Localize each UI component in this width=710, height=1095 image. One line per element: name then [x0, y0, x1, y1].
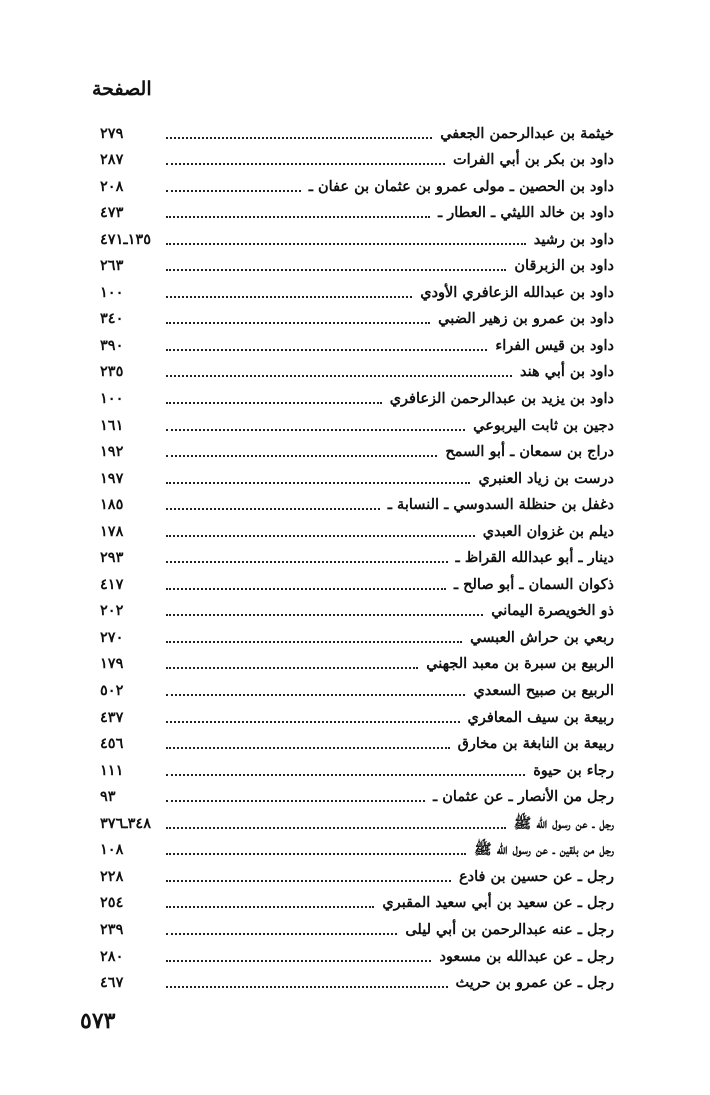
- index-entry: [100, 887, 614, 914]
- dot-leader: [166, 482, 470, 484]
- entry-page-number: ٢٩٣: [100, 549, 124, 567]
- entry-page-number: ٢٠٨: [100, 177, 124, 195]
- entry-page-number: ٢٧٠: [100, 628, 124, 646]
- dot-leader: [166, 190, 301, 192]
- entry-page-number: ٢٣٥: [100, 363, 124, 381]
- index-entry: [100, 303, 614, 330]
- entry-page-number: ٢٨٠: [100, 947, 124, 965]
- entry-name: الربيع بن سبرة بن معبد الجهني: [426, 655, 614, 673]
- index-entry: [100, 621, 614, 648]
- dot-leader: [166, 827, 506, 829]
- dot-leader: [166, 667, 418, 669]
- dot-leader: [166, 375, 512, 377]
- entry-name: دغفل بن حنظلة السدوسي ـ النسابة ـ: [387, 496, 614, 514]
- dot-leader: [166, 880, 451, 882]
- entry-name: رجل من بلقين ـ عن رسول الله ﷺ: [474, 841, 614, 859]
- entry-page-number: ١١١: [100, 761, 124, 779]
- entry-name: داود بن الزبرقان: [514, 257, 614, 275]
- entry-page-number: ١٠٠: [100, 283, 124, 301]
- entry-name: دراج بن سمعان ـ أبو السمح: [445, 443, 614, 461]
- index-entry: [100, 754, 614, 781]
- entry-page-number: ٢٠٢: [100, 602, 124, 620]
- dot-leader: [166, 614, 483, 616]
- dot-leader: [166, 986, 448, 988]
- entry-page-number: ١٧٨: [100, 522, 124, 540]
- dot-leader: [166, 349, 487, 351]
- entry-page-number: ١٩٧: [100, 469, 124, 487]
- dot-leader: [166, 933, 397, 935]
- entry-page-number: ٢٢٨: [100, 867, 124, 885]
- entry-page-number: ٤٦٧: [100, 974, 124, 992]
- index-entry: [100, 170, 614, 197]
- dot-leader: [166, 800, 425, 802]
- entry-name: داود بن بكر بن أبي الفرات: [453, 151, 614, 169]
- dot-leader: [166, 243, 526, 245]
- dot-leader: [166, 694, 465, 696]
- index-entry: [100, 223, 614, 250]
- entry-name: خيثمة بن عبدالرحمن الجعفي: [440, 124, 614, 142]
- page-column-header: الصفحة: [92, 78, 152, 100]
- entry-name: ذو الخويصرة اليماني: [491, 602, 614, 620]
- index-entry: [100, 648, 614, 675]
- index-entry: [100, 728, 614, 755]
- entry-page-number: ٤٥٦: [100, 735, 124, 753]
- index-entry: [100, 595, 614, 622]
- entry-page-number: ٢٦٣: [100, 257, 124, 275]
- index-entry: [100, 197, 614, 224]
- entry-page-number: ٤١٧: [100, 575, 124, 593]
- index-entry: [100, 276, 614, 303]
- index-entry: [100, 250, 614, 277]
- entry-name: رجاء بن حيوة: [533, 761, 614, 779]
- entry-page-number: ١٩٢: [100, 443, 124, 461]
- index-entry: [100, 117, 614, 144]
- entry-name: داود بن الحصين ـ مولى عمرو بن عثمان بن عفان ـ: [308, 177, 614, 195]
- entry-page-number: ١٨٥: [100, 496, 124, 514]
- entry-name: ذكوان السمان ـ أبو صالح ـ: [453, 575, 614, 593]
- dot-leader: [166, 960, 431, 962]
- dot-leader: [166, 429, 465, 431]
- dot-leader: [166, 322, 430, 324]
- entry-page-number: ٩٣: [100, 788, 116, 806]
- dot-leader: [166, 163, 445, 165]
- entry-page-number: ٢٥٤: [100, 894, 124, 912]
- entry-page-number: ٤٣٧: [100, 708, 124, 726]
- entry-name: رجل ـ عن حسين بن فادع: [459, 867, 614, 885]
- entry-name: رجل ـ عن عمرو بن حريث: [455, 974, 614, 992]
- dot-leader: [166, 296, 412, 298]
- dot-leader: [166, 721, 460, 723]
- entry-name: داود بن خالد الليثي ـ العطار ـ: [437, 204, 614, 222]
- index-entry: [100, 967, 614, 994]
- index-entry: [100, 409, 614, 436]
- dot-leader: [166, 402, 382, 404]
- entry-name: رجل ـ عن عبدالله بن مسعود: [439, 947, 614, 965]
- entry-page-number: ١٧٩: [100, 655, 124, 673]
- dot-leader: [166, 535, 475, 537]
- index-entry: [100, 807, 614, 834]
- entry-name: دينار ـ أبو عبدالله القراظ ـ: [455, 549, 614, 567]
- index-entry: [100, 489, 614, 516]
- entry-page-number: ٢٧٩: [100, 124, 124, 142]
- entry-page-number: ٣٤٠: [100, 310, 124, 328]
- index-entry: [100, 860, 614, 887]
- entry-name: رجل ـ عنه عبدالرحمن بن أبي ليلى: [405, 920, 614, 938]
- entry-name: الربيع بن صبيح السعدي: [473, 682, 614, 700]
- entry-page-number: ٤٧٣: [100, 204, 124, 222]
- entry-name: ديلم بن غزوان العبدي: [482, 522, 614, 540]
- index-entry: [100, 674, 614, 701]
- dot-leader: [166, 853, 466, 855]
- index-entry: [100, 834, 614, 861]
- entry-page-number: ١٣٥ـ٤٧١: [100, 230, 151, 248]
- entry-name: درست بن زياد العنبري: [478, 469, 614, 487]
- entry-page-number: ١٠٨: [100, 841, 124, 859]
- dot-leader: [166, 641, 462, 643]
- index-entry: [100, 781, 614, 808]
- entry-page-number: ٥٠٢: [100, 682, 124, 700]
- entry-name: داود بن يزيد بن عبدالرحمن الزعافري: [389, 390, 614, 408]
- dot-leader: [166, 137, 432, 139]
- dot-leader: [166, 774, 525, 776]
- dot-leader: [166, 561, 448, 563]
- index-entry: [100, 940, 614, 967]
- dot-leader: [166, 508, 380, 510]
- entry-name: ربيعة بن سيف المعافري: [467, 708, 614, 726]
- dot-leader: [166, 747, 450, 749]
- index-entries-list: [100, 117, 614, 993]
- entry-page-number: ١٦١: [100, 416, 124, 434]
- entry-name: رجل ـ عن سعيد بن أبي سعيد المقبري: [382, 894, 614, 912]
- entry-name: دجين بن ثابت اليربوعي: [473, 416, 614, 434]
- index-entry: [100, 913, 614, 940]
- dot-leader: [166, 455, 437, 457]
- entry-name: داود بن عمرو بن زهير الضبي: [438, 310, 614, 328]
- entry-page-number: ٢٣٩: [100, 920, 124, 938]
- index-entry: [100, 542, 614, 569]
- index-entry: [100, 356, 614, 383]
- dot-leader: [166, 269, 506, 271]
- index-entry: [100, 462, 614, 489]
- entry-name: داود بن أبي هند: [520, 363, 614, 381]
- page-number: ٥٧٣: [80, 1008, 116, 1034]
- entry-name: رجل من الأنصار ـ عن عثمان ـ: [432, 788, 614, 806]
- entry-page-number: ٣٩٠: [100, 336, 124, 354]
- entry-name: رجل ـ عن رسول الله ﷺ: [513, 814, 614, 832]
- dot-leader: [166, 216, 430, 218]
- dot-leader: [166, 588, 446, 590]
- index-entry: [100, 568, 614, 595]
- entry-page-number: ٣٤٨ـ٣٧٦: [100, 814, 151, 832]
- entry-name: ربعي بن حراش العبسي: [470, 628, 614, 646]
- entry-page-number: ١٠٠: [100, 390, 124, 408]
- index-entry: [100, 436, 614, 463]
- entry-page-number: ٢٨٧: [100, 151, 124, 169]
- index-entry: [100, 329, 614, 356]
- entry-name: داود بن عبدالله الزعافري الأودي: [420, 283, 614, 301]
- entry-name: ربيعة بن النابغة بن مخارق: [457, 735, 614, 753]
- index-entry: [100, 382, 614, 409]
- index-entry: [100, 144, 614, 171]
- entry-name: داود بن رشيد: [533, 230, 614, 248]
- index-entry: [100, 515, 614, 542]
- dot-leader: [166, 906, 374, 908]
- index-entry: [100, 701, 614, 728]
- entry-name: داود بن قيس الفراء: [495, 336, 614, 354]
